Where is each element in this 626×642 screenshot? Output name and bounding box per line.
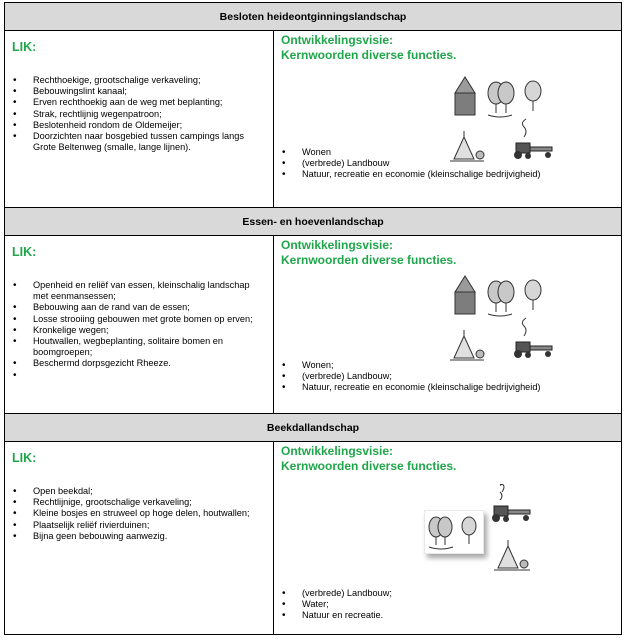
visie-title: Ontwikkelingsvisie: <box>281 444 394 458</box>
list-item: • Beslotenheid rondom de Oldemeijer; <box>13 120 267 131</box>
tractor-icon <box>514 318 552 358</box>
list-item: • Natuur, recreatie en economie (kleinschalige bedrijvigheid) <box>282 382 615 393</box>
house-icon <box>455 276 475 314</box>
lik-list <box>13 75 267 153</box>
list-item: • Wonen; <box>282 360 615 371</box>
lik-cell <box>5 442 274 635</box>
section-title: Besloten heideontginningslandschap <box>5 3 622 31</box>
visie-list <box>282 360 615 394</box>
visie-cell <box>274 236 622 414</box>
lik-cell <box>5 236 274 414</box>
list-item: • Plaatselijk reliëf rivierduinen; <box>13 520 267 531</box>
list-item: • Bijna geen bebouwing aanwezig. <box>13 531 267 542</box>
list-item: • Erven rechthoekig aan de weg met beplanting; <box>13 97 267 108</box>
section-header-row <box>5 414 622 442</box>
lik-label: LIK: <box>12 40 37 54</box>
function-illustration <box>450 274 556 366</box>
lik-label: LIK: <box>12 245 37 259</box>
list-item: • Beschermd dorpsgezicht Rheeze. <box>13 358 267 369</box>
list-item: • Kleine bosjes en struweel op hoge delen, houtwallen; <box>13 508 267 519</box>
trees-icon <box>425 511 483 553</box>
visie-cell <box>274 442 622 635</box>
section-title: Beekdallandschap <box>5 414 622 442</box>
list-item: • (verbrede) Landbouw <box>282 158 615 169</box>
visie-subtitle: Kernwoorden diverse functies. <box>281 459 457 473</box>
visie-title: Ontwikkelingsvisie: <box>281 33 394 47</box>
list-item: • Water; <box>282 599 615 610</box>
list-item: • Kronkelige wegen; <box>13 325 267 336</box>
section-title: Essen- en hoevenlandschap <box>5 208 622 236</box>
trees-icon <box>488 280 541 316</box>
list-item: • Losse strooiing gebouwen met grote bomen op erven; <box>13 314 267 325</box>
lik-cell <box>5 31 274 208</box>
lik-label: LIK: <box>12 451 37 465</box>
trees-illustration <box>424 510 484 554</box>
list-item: • Rechthoekige, grootschalige verkaveling; <box>13 75 267 86</box>
section-body-row <box>5 31 622 208</box>
tent-icon <box>494 540 530 570</box>
list-item: • Natuur, recreatie en economie (kleinschalige bedrijvigheid) <box>282 169 615 180</box>
list-item: • Rechtlijnige, grootschalige verkaveling; <box>13 497 267 508</box>
section-header-row <box>5 208 622 236</box>
visie-title: Ontwikkelingsvisie: <box>281 238 394 252</box>
trees-icon <box>488 81 541 117</box>
lik-list <box>13 280 267 370</box>
list-item: • (verbrede) Landbouw; <box>282 588 615 599</box>
visie-list <box>282 147 615 181</box>
list-item: • Openheid en reliëf van essen, kleinschalig landschap met eenmansessen; <box>13 280 267 302</box>
section-body-row <box>5 236 622 414</box>
visie-subtitle: Kernwoorden diverse functies. <box>281 253 457 267</box>
list-item: • Wonen <box>282 147 615 158</box>
list-item: • Doorzichten naar bosgebied tussen campings langs Grote Beltenweg (smalle, lange lijnen). <box>13 131 267 153</box>
visie-list <box>282 588 615 622</box>
visie-cell <box>274 31 622 208</box>
tractor-icon <box>492 484 530 522</box>
house-icon <box>455 77 475 115</box>
list-item: • (verbrede) Landbouw; <box>282 371 615 382</box>
list-item: • Bebouwing aan de rand van de essen; <box>13 302 267 313</box>
section-body-row <box>5 442 622 635</box>
tent-icon <box>450 330 484 360</box>
section-header-row <box>5 3 622 31</box>
landscape-table <box>4 2 622 635</box>
list-item: • Strak, rechtlijnig wegenpatroon; <box>13 109 267 120</box>
visie-subtitle: Kernwoorden diverse functies. <box>281 48 457 62</box>
list-item: • Natuur en recreatie. <box>282 610 615 621</box>
list-item: • Houtwallen, wegbeplanting, solitaire bomen en boomgroepen; <box>13 336 267 358</box>
list-item: • Open beekdal; <box>13 486 267 497</box>
function-illustration <box>488 484 540 576</box>
lik-list <box>13 486 267 542</box>
list-item: • Bebouwingslint kanaal; <box>13 86 267 97</box>
